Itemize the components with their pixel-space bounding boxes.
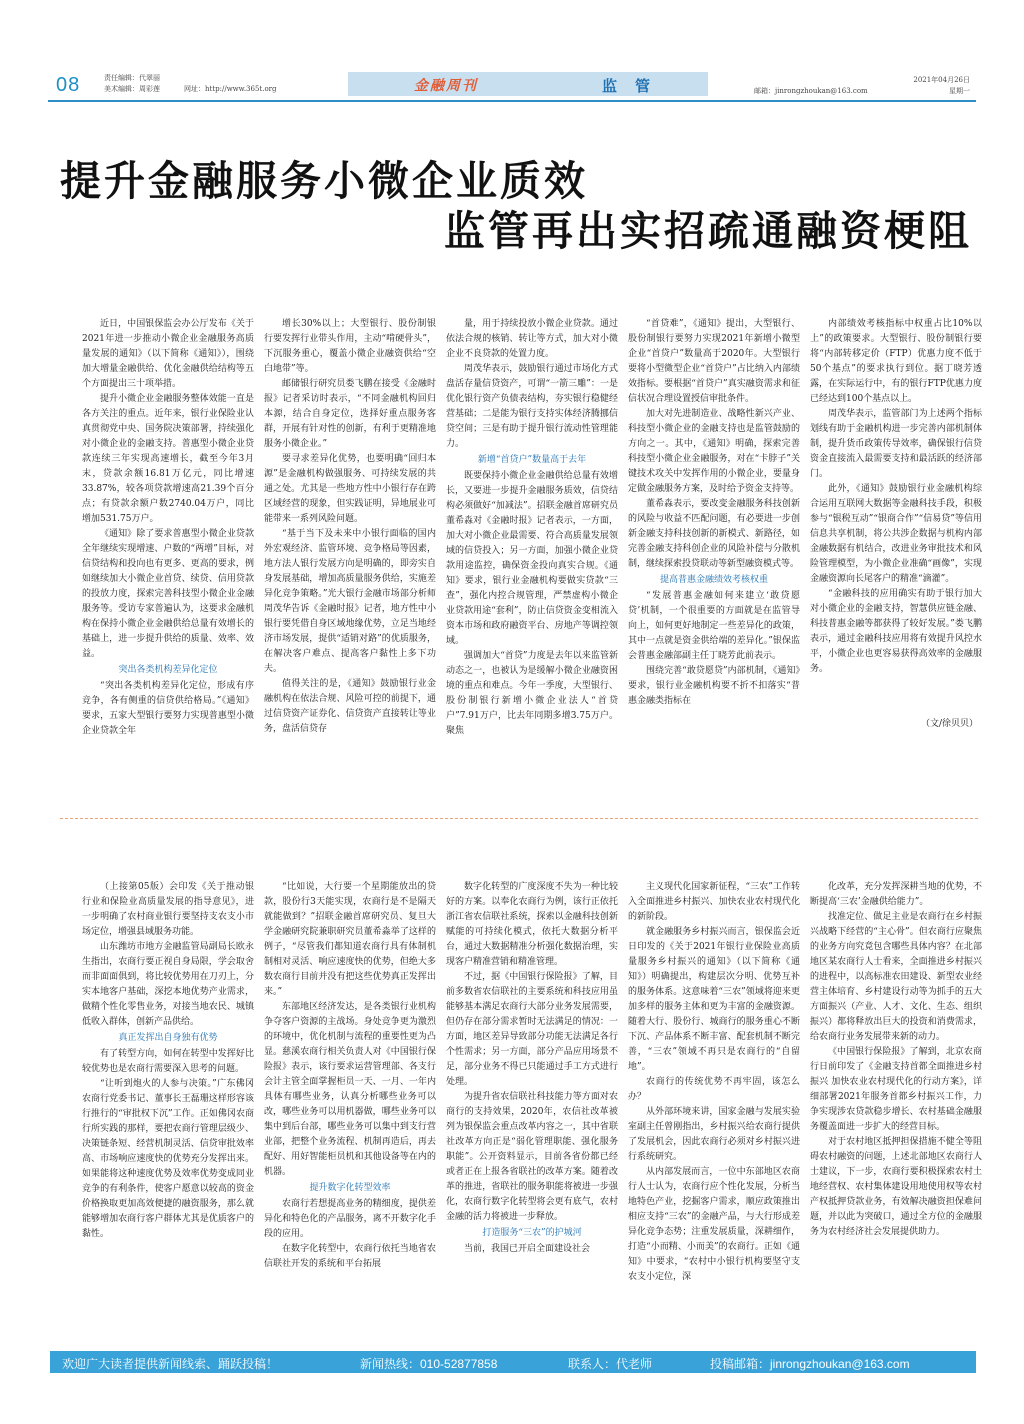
- paragraph: 围绕完善“敢贷愿贷”内部机制，《通知》要求，银行业金融机构要不折不扣落实“普惠金融类指标在: [628, 666, 800, 706]
- paragraph: 周茂华表示，鼓励银行通过市场化方式盘活存量信贷资产，可谓“一箭三雕”：一是优化银行资产负债表结构，夯实银行稳健经营基础；二是能为银行支持实体经济腾挪信贷空间；三是有助于提升银行流动性管理能力。: [446, 364, 618, 449]
- footer-email: 投稿邮箱：jinrongzhoukan@163.com: [710, 1357, 910, 1371]
- paragraph: 《通知》除了要求普惠型小微企业贷款全年继续实现增速、户数的“两增”目标，对信贷结构和投向也有更多、更高的要求，例如继续加大小微企业首贷、续贷、信用贷款的投放力度，探索完善科技型小微企业金融服务等。受访专家普遍认为，这要求金融机构在保持小微企业金融供给总量有效增长的基础上，进一步提升供给的质量、效率、效益。: [82, 529, 254, 659]
- paragraph: “首贷难”，《通知》提出，大型银行、股份制银行要努力实现2021年新增小微型企业“首贷户”数量高于2020年。大型银行要将小型微型企业“首贷户”占比纳入内部绩效指标。要根据“首贷户”真实融资需求和征信状况合理设置授信审批条件。: [628, 319, 800, 404]
- paragraph: 从外部环境来讲，国家金融与发展实验室副主任曾刚指出，乡村振兴给农商行提供了发展机会，因此农商行必须对乡村振兴进行系统研究。: [628, 1107, 800, 1162]
- masthead: [48, 70, 976, 102]
- article-small-business: [82, 317, 982, 757]
- masthead-rule: [48, 100, 976, 102]
- art-editor: 美术编辑：周彩莲: [104, 85, 160, 93]
- paragraph: 农商行若想提高业务的精细度，提供差异化和特色化的产品服务，离不开数字化手段的应用。: [264, 1199, 436, 1239]
- paragraph: 《中国银行保险报》了解到，北京农商行日前印发了《金融支持首都全面推进乡村振兴 加快农业农村现代化的行动方案》，详细部署2021年服务首都乡村振兴工作，力争实现涉农贷款稳步增长、农村基础金融服务覆盖面进一步扩大的经营目标。: [810, 1047, 982, 1132]
- paragraph: 值得关注的是，《通知》鼓励银行业金融机构在依法合规、风险可控的前提下，通过信贷资产证券化、信贷资产直接转让等业务，盘活信贷存: [264, 679, 436, 734]
- paragraph: 提升小微企业金融服务整体效能一直是各方关注的重点。近年来，银行业保险业认真贯彻党中央、国务院决策部署，持续强化对小微企业的金融支持。普惠型小微企业贷款连续三年实现高速增长，截至今年3月末，贷款余额16.81万亿元，同比增速33.87%，较各项贷款增速高21.39个百分点；有贷款余额户数2740.04万户，同比增加531.75万户。: [82, 394, 254, 524]
- paragraph: 量，用于持续投放小微企业贷款。通过依法合规的核销、转让等方式，加大对小微企业不良贷款的处置力度。: [446, 319, 618, 359]
- paragraph: “让听到炮火的人参与决策。”广东佛冈农商行党委书记、董事长王磊珊这样形容该行推行的“审批权下沉”工作。正如佛冈农商行所实践的那样，要把农商行管理层级少、决策链条短、经营机制灵活、信贷审批效率高、市场响应速度快的优势充分发挥出来。如果能将这种速度优势及效率优势变成同业竞争的有利条件，使客户愿意以较高的资金价格换取更加高效便捷的融资服务，那么就能够增加农商行客户群体尤其是优质客户的黏性。: [82, 1079, 254, 1239]
- section-divider: [60, 818, 978, 819]
- author-byline: （文/徐贝贝）: [920, 719, 978, 729]
- paragraph: 从内部发展而言，一位中东部地区农商行人士认为，农商行应个性化发展，分析当地特色产业，挖掘客户需求，顺应政策推出相应支持“三农”的金融产品，与大行形成差异化竞争态势；注重发展质量，深耕细作，打造“小而精、小而美”的农商行。正如《通知》中要求，“农村中小银行机构要坚守支农支小定位，深: [628, 1167, 800, 1282]
- paragraph: 内部绩效考核指标中权重占比10%以上”的政策要求。大型银行、股份制银行要将“内部转移定价（FTP）优惠力度不低于50个基点”的要求执行到位。据丁晓芳透露，在实际运行中，有的银行FTP优惠力度已经达到100个基点以上。: [810, 319, 982, 404]
- paragraph: 对于农村地区抵押担保措施不健全等阻碍农村融资的问题，上述北部地区农商行人士建议，下一步，农商行要积极探索农村土地经营权、农村集体建设用地使用权等农村产权抵押贷款业务，有效解决融资担保难问题，并以此为突破口，通过全方位的金融服务为农村经济社会发展提供助力。: [810, 1137, 982, 1237]
- article1-column-2: [264, 317, 436, 757]
- article-rural-banks: [82, 880, 982, 1335]
- article2-column-4: [628, 880, 800, 1335]
- paragraph: 主义现代化国家新征程，“三农”工作转入全面推进乡村振兴、加快农业农村现代化的新阶段。: [628, 882, 800, 922]
- website-url: 网址：http://www.365t.org: [184, 85, 277, 93]
- paragraph: 此外，《通知》鼓励银行业金融机构综合运用互联网大数据等金融科技手段，积极参与“银税互动”“银商合作”“信易贷”等信用信息共享机制，将公共涉企数据与机构内部金融数据有机结合，改进业务审批技术和风险管理模型，为小微企业准确“画像”，实现金融资源向长尾客户的精准“滴灌”。: [810, 484, 982, 584]
- paragraph: 山东潍坊市地方金融监管局副局长欧永生指出，农商行要正视自身局限，学会取舍而非面面俱到，将比较优势用在刀刃上，分实本地客户基础，深挖本地优势产业需求，做精个性化零售业务，对接当地农民、城镇低收入群体，创新产品供给。: [82, 942, 254, 1027]
- footer-banner: [50, 1351, 976, 1373]
- paragraph: “比如说，大行要一个星期能放出的贷款，股份行3天能实现，农商行是不是隔天就能做到？”招联金融首席研究员、复旦大学金融研究院兼职研究员董希淼举了这样的例子，“尽管我们都知道农商行具有体制机制相对灵活、响应速度快的优势，但绝大多数农商行目前并没有把这些优势真正发挥出来。”: [264, 882, 436, 997]
- paragraph: 不过，据《中国银行保险报》了解，目前多数省农信联社的主要系统和科技应用虽能够基本满足农商行大部分业务发展需要，但仍存在部分需求暂时无法满足的情况：一方面，地区差异导致部分功能无法满足各行个性需求；另一方面，部分产品应用场景不足，部分业务不得已只能通过手工方式进行处理。: [446, 972, 618, 1087]
- article2-column-1: [82, 880, 254, 1335]
- paragraph: 有了转型方向，如何在转型中发挥好比较优势也是农商行需要深入思考的问题。: [82, 1049, 254, 1074]
- article2-column-5: [810, 880, 982, 1335]
- paragraph: 在数字化转型中，农商行依托当地省农信联社开发的系统和平台拓展: [264, 1244, 436, 1269]
- section-subheading: 提高普惠金融绩效考核权重: [659, 575, 768, 585]
- paragraph: 强调加大“首贷”力度是去年以来监管新动态之一，也被认为是缓解小微企业融资困境的重点和难点。今年一季度，大型银行、股份制银行新增小微企业法人“首贷户”7.91万户，比去年同期多增3.75万户。聚焦: [446, 651, 618, 736]
- article2-column-3: [446, 880, 618, 1335]
- paragraph: 邮储银行研究员娄飞鹏在接受《金融时报》记者采访时表示，“不同金融机构回归本源，结合自身定位，选择好重点服务客群，开展有针对性的创新，有利于更精准地服务小微企业。”: [264, 379, 436, 449]
- paper-name: 金融周刊: [414, 78, 478, 94]
- paragraph: 找准定位、做足主业是农商行在乡村振兴战略下经营的“主心骨”。但农商行应聚焦的业务方向究竟包含哪些具体内容？在北部地区某农商行人士看来，全面推进乡村振兴的进程中，以高标准农田建设、新型农业经营主体培育、乡村建设行动等为抓手的五大方面振兴（产业、人才、文化、生态、组织振兴）都将释放出巨大的投资和消费需求，给农商行业务发展带来新的动力。: [810, 912, 982, 1042]
- section-name: 监管: [602, 77, 669, 95]
- paragraph: 近日，中国银保监会办公厅发布《关于2021年进一步推动小微企业金融服务高质量发展的通知》（以下简称《通知》），围绕加大增量金融供给、优化金融供给结构等五个方面提出三十项举措。: [82, 319, 254, 389]
- masthead-email: 邮箱：jinrongzhoukan@163.com: [754, 87, 868, 95]
- paragraph: 增长30%以上；大型银行、股份制银行要发挥行业带头作用，主动“啃硬骨头”，下沉服务重心，覆盖小微企业融资供给“空白地带”等。: [264, 319, 436, 374]
- section-banner: [348, 72, 708, 96]
- paragraph: 加大对先进制造业、战略性新兴产业、科技型小微企业的金融支持也是监管鼓励的方向之一。其中，《通知》明确，探索完善科技型小微企业金融服务，对在“卡脖子”关键技术攻关中发挥作用的小微企业，要量身定做金融服务方案，及时给予资金支持等。: [628, 409, 800, 494]
- footer-welcome: 欢迎广大读者提供新闻线索、踊跃投稿！: [62, 1357, 279, 1371]
- paragraph: 化改革，充分发挥深耕当地的优势，不断提高‘三农’金融供给能力”。: [810, 882, 982, 907]
- weekday-text: 星期一: [949, 87, 970, 95]
- paragraph: 数字化转型的广度深度不失为一种比较好的方案。以奉化农商行为例，该行正依托浙江省农信联社系统，探索以金融科技创新赋能的可持续化模式，依托大数据分析平台，通过大数据精准分析强化数据治理，实现客户精准营销和精准管理。: [446, 882, 618, 967]
- date-text: 2021年04月26日: [913, 76, 970, 84]
- paragraph: 周茂华表示，监管部门为上述两个指标划线有助于金融机构进一步完善内部机制体制，提升货币政策传导效率，确保银行信贷资金直接流入最需要支持和最活跃的经济部门。: [810, 409, 982, 479]
- paragraph: （上接第05版）会印发《关于推动银行业和保险业高质量发展的指导意见》，进一步明确了农村商业银行要坚持支农支小市场定位，增强县域服务功能。: [82, 882, 254, 937]
- paragraph: “金融科技的应用确实有助于银行加大对小微企业的金融支持，智慧供应链金融、科技普惠金融等都获得了较好发展。”娄飞鹏表示，通过金融科技应用将有效提升风控水平，小微企业也更容易获得高效率的金融服务。: [810, 589, 982, 674]
- paragraph: 要寻求差异化优势，也要明确“回归本源”是金融机构做强服务、可持续发展的共通之处。尤其是一些地方性中小银行存在跨区域经营的现象，但实践证明，异地展业可能带来一系列风险问题。: [264, 454, 436, 524]
- paragraph: 既要保持小微企业金融供给总量有效增长，又要进一步提升金融服务质效，信贷结构必须做好“加减法”。招联金融首席研究员董希淼对《金融时报》记者表示，一方面，加大对小微企业最需要、符合高质量发展领域的信贷投入；另一方面，加强小微企业贷款用途监控，确保资金投向真实合规。《通知》要求，银行业金融机构要做实贷款“三查”，强化内控合规管理，严禁虚构小微企业贷款用途“套利”，防止信贷资金变相流入资本市场和政府融资平台、房地产等调控领域。: [446, 471, 618, 646]
- paragraph: 农商行的传统优势不再牢固，该怎么办？: [628, 1077, 800, 1102]
- article1-column-1: [82, 317, 254, 757]
- responsible-editor: 责任编辑：代翠丽: [104, 74, 160, 82]
- issue-date: [913, 75, 970, 97]
- section-subheading: 真正发挥出自身独有优势: [118, 1033, 218, 1043]
- paragraph: “突出各类机构差异化定位，形成有序竞争，各有侧重的信贷供给格局。”《通知》要求，五家大型银行要努力实现普惠型小微企业贷款全年: [82, 681, 254, 736]
- paragraph: 就金融服务乡村振兴而言，银保监会近日印发的《关于2021年银行业保险业高质量服务乡村振兴的通知》（以下简称《通知》）明确提出，构建层次分明、优势互补的服务体系。这意味着“三农”领域将迎来更加多样的服务主体和更为丰富的金融资源。随着大行、股份行、城商行的服务重心不断下沉、产品体系不断丰富、配套机制不断完善，“三农”领域不再只是农商行的“自留地”。: [628, 927, 800, 1072]
- section-subheading: 突出各类机构差异化定位: [118, 665, 218, 675]
- page-number: 08: [56, 74, 81, 96]
- section-subheading: 打造服务“三农”的护城河: [482, 1228, 582, 1238]
- paragraph: 东部地区经济发达，是各类银行业机构争夺客户资源的主战场。身处竞争更为激烈的环境中，优化机制与流程的重要性更为凸显。慈溪农商行相关负责人对《中国银行保险报》表示，该行要求运营管理部、各支行会计主管全面掌握柜员一天、一月、一年内具体有哪些业务，认真分析哪些业务可以改，哪些业务可以用机器做，哪些业务可以集中到后台部，哪些业务可以集中到支行营业部，把整个业务流程、机制再造后，再去配好、用好智能柜员机和其他设备等在内的机器。: [264, 1002, 436, 1177]
- article1-column-4: [628, 317, 800, 757]
- footer-contact: 联系人：代老师: [568, 1357, 653, 1371]
- article1-column-3: [446, 317, 618, 757]
- section-subheading: 提升数字化转型效率: [309, 1183, 391, 1193]
- section-subheading: 新增“首贷户”数量高于去年: [477, 455, 587, 465]
- paragraph: “基于当下及未来中小银行面临的国内外宏观经济、监管环境、竞争格局等因素，地方法人银行发展方向是明确的，即旁实自身发展基础，增加高质量服务供给，实施差异化竞争策略。”光大银行金融市场部分析师周茂华告诉《金融时报》记者，地方性中小银行要凭借自身区域地缘优势，立足当地经济市场发展，提供“适销对路”的优质服务，在解决客户难点、提高客户黏性上多下功夫。: [264, 529, 436, 674]
- paragraph: 董希淼表示，要改变金融服务科技创新的风险与收益不匹配问题，有必要进一步创新金融支持科技创新的新模式、新路径，如完善金融支持科创企业的风险补偿与分散机制，继续探索投贷联动等新型融资模式等。: [628, 499, 800, 569]
- article1-column-5: [810, 317, 982, 757]
- headline-sub: 监管再出实招疏通融资梗阻: [444, 207, 972, 255]
- paragraph: 为提升省农信联社科技能力等方面对农商行的支持效果，2020年，农信社改革被列为银保监会重点改革内容之一，其中省联社改革方向正是“弱化管理职能、强化服务职能”。公开资料显示，目前各省份都已经或者正在上报各省联社的改革方案。随着改革的推进，省联社的服务职能将被进一步强化，农商行数字化转型将会更有底气，农村金融的活力将被进一步释放。: [446, 1092, 618, 1222]
- article2-column-2: [264, 880, 436, 1335]
- footer-hotline: 新闻热线：010-52877858: [360, 1357, 498, 1371]
- editor-credits: [104, 73, 160, 95]
- paragraph: “发展普惠金融如何来建立‘敢贷愿贷’机制，一个很重要的方面就是在监管导向上，如何更好地制定一些差异化的政策，其中一点就是资金供给端的差异化。”银保监会普惠金融部副主任丁晓芳此前表示。: [628, 591, 800, 661]
- headline-main: 提升金融服务小微企业质效: [60, 157, 588, 205]
- paragraph: 当前，我国已开启全面建设社会: [464, 1244, 591, 1254]
